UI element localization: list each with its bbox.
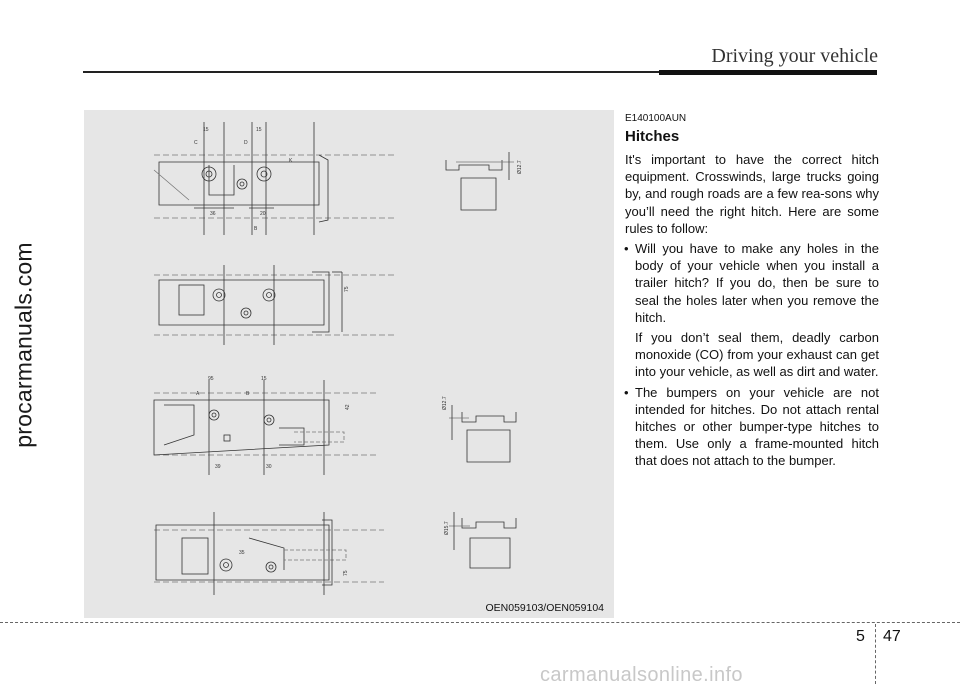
section-heading: Hitches (625, 128, 680, 145)
label-d1-c: C (194, 140, 198, 146)
chapter-number: 5 (856, 628, 865, 645)
dim-d4-mid: 35 (239, 550, 245, 556)
section-title: Driving your vehicle (711, 45, 878, 67)
label-d3-a: A (196, 391, 200, 397)
dim-d4-side: 75 (343, 570, 349, 576)
label-d3-b: B (246, 391, 250, 397)
hitches-section (625, 110, 879, 473)
dim-d2-side: 75 (344, 286, 350, 292)
sidebar-site-url (2, 0, 46, 689)
cross-section-2 (449, 405, 516, 462)
dim-sec-c: Ø15.7 (444, 521, 450, 535)
dim-d1-bot-a: 36 (210, 211, 216, 217)
rules-list (625, 240, 879, 470)
label-d1-d: D (244, 140, 248, 146)
label-d1-k: K (289, 158, 293, 164)
footer-divider (875, 624, 876, 684)
dim-d3-bot-b: 30 (266, 464, 272, 470)
dim-d3-side: 42 (345, 404, 351, 410)
dim-sec-b: Ø12.7 (442, 396, 448, 410)
drawing-4-frame-plan-rear (154, 512, 384, 595)
list-item (625, 384, 879, 470)
dim-sec-a: Ø12.7 (517, 160, 523, 174)
cross-section-3 (449, 512, 516, 568)
cross-section-1 (446, 152, 514, 210)
figure-caption: OEN059103/OEN059104 (485, 602, 604, 614)
bullet-icon: • (624, 241, 629, 257)
header-rule-accent (659, 70, 877, 75)
bullet-paragraph: The bumpers on your vehicle are not intended for hitches. Do not attach rental hitches or other bumper-type hitches to them. Use only a frame-mounted hitch that does not attach to the bumper. (635, 384, 879, 469)
watermark: carmanualsonline.info (540, 664, 743, 686)
bullet-paragraph: If you don’t seal them, deadly carbon monoxide (CO) from your exhaust can get into your vehicle, as well as dirt and water. (635, 330, 879, 380)
list-item (625, 240, 879, 381)
drawing-3-frame-side (154, 380, 379, 475)
hitch-drawings (84, 110, 614, 618)
site-url-text: procarmanuals.com (10, 242, 37, 448)
dim-d3-bot-a: 39 (215, 464, 221, 470)
bullet-paragraph: Will you have to make any holes in the body of your vehicle when you install a trailer hitch? If you do, then be sure to seal the holes later when you remove the hitch. (635, 241, 879, 325)
dim-d1-bot-b: 20 (260, 211, 266, 217)
dim-d1-top-a: 15 (203, 127, 209, 133)
dim-d3-top-a: 95 (208, 376, 214, 382)
page-number: 47 (883, 628, 901, 645)
intro-paragraph: It's important to have the correct hitch equipment. Crosswinds, large trucks going by, and rough roads are a few rea-sons why you’ll need the right hitch. Here are some rules to follow: (625, 152, 879, 236)
hitch-diagram-figure (84, 110, 614, 618)
section-code: E140100AUN (625, 113, 687, 124)
label-d1-b: B (254, 226, 258, 232)
dim-d1-top-b: 15 (256, 127, 262, 133)
drawing-1-frame-top (154, 122, 394, 235)
dim-d3-top-b: 15 (261, 376, 267, 382)
bullet-icon: • (624, 384, 629, 400)
drawing-2-frame-plan (154, 265, 394, 345)
footer-rule (0, 622, 960, 623)
